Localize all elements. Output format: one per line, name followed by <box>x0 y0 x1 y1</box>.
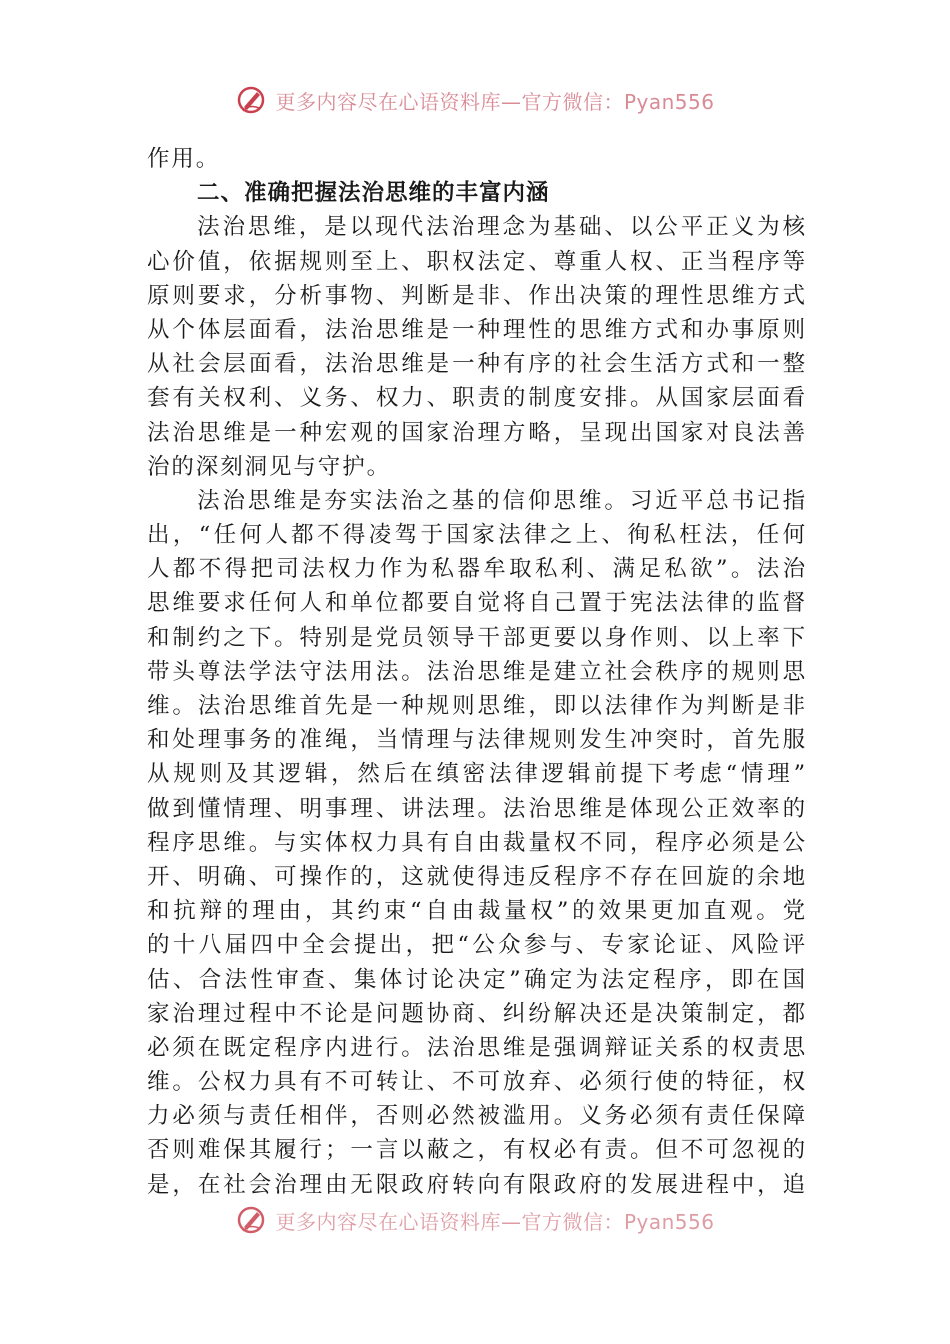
footer-watermark <box>0 1204 950 1236</box>
text-line: 和抗辩的理由，其约束“自由裁量权”的效果更加直观。党 <box>147 898 807 925</box>
watermark-text: 更多内容尽在心语资料库—官方微信：Pyan556 <box>275 89 715 114</box>
text-line: 和制约之下。特别是党员领导干部更要以身作则、以上率下 <box>147 624 807 651</box>
text-line: 思维要求任何人和单位都要自觉将自己置于宪法法律的监督 <box>147 590 807 617</box>
text-line: 做到懂情理、明事理、讲法理。法治思维是体现公正效率的 <box>147 795 807 822</box>
text-line: 原则要求，分析事物、判断是非、作出决策的理性思维方式 <box>147 282 807 309</box>
text-line: 心价值，依据规则至上、职权法定、尊重人权、正当程序等 <box>147 248 807 275</box>
text-line: 力必须与责任相伴，否则必然被滥用。义务必须有责任保障 <box>147 1103 807 1130</box>
text-line: 维。法治思维首先是一种规则思维，即以法律作为判断是非 <box>147 693 807 719</box>
text-line: 和处理事务的准绳，当情理与法律规则发生冲突时，首先服 <box>147 727 807 754</box>
text-line: 法治思维是一种宏观的国家治理方略，呈现出国家对良法善 <box>147 419 807 446</box>
header-watermark <box>0 84 950 116</box>
text-line: 是，在社会治理由无限政府转向有限政府的发展进程中，追 <box>147 1171 807 1198</box>
text-line: 出，“任何人都不得凌驾于国家法律之上、徇私枉法，任何 <box>147 522 807 549</box>
paragraph <box>147 210 807 484</box>
pen-logo-icon <box>235 1204 267 1236</box>
text-line: 带头尊法学法守法用法。法治思维是建立社会秩序的规则思 <box>147 658 807 685</box>
section-heading <box>147 176 807 210</box>
paragraph-fragment <box>147 142 807 176</box>
paragraph <box>147 484 807 1202</box>
text-line: 从社会层面看，法治思维是一种有序的社会生活方式和一整 <box>147 351 807 378</box>
text-line: 法治思维，是以现代法治理念为基础、以公平正义为核 <box>197 214 807 241</box>
text-line: 从个体层面看，法治思维是一种理性的思维方式和办事原则 <box>147 316 807 343</box>
text-line: 必须在既定程序内进行。法治思维是强调辩证关系的权责思 <box>147 1034 807 1061</box>
text-line: 程序思维。与实体权力具有自由裁量权不同，程序必须是公 <box>147 829 807 856</box>
text-line: 治的深刻洞见与守护。 <box>147 453 392 480</box>
text-line: 的十八届四中全会提出，把“公众参与、专家论证、风险评 <box>147 932 807 959</box>
watermark-text: 更多内容尽在心语资料库—官方微信：Pyan556 <box>275 1209 715 1234</box>
text-line: 作用。 <box>147 146 221 172</box>
text-line: 家治理过程中不论是问题协商、纠纷解决还是决策制定，都 <box>147 1000 807 1027</box>
heading-line: 二、准确把握法治思维的丰富内涵 <box>197 180 550 207</box>
text-line: 维。公权力具有不可转让、不可放弃、必须行使的特征，权 <box>147 1069 807 1096</box>
pen-logo-icon <box>235 84 267 116</box>
text-line: 法治思维是夯实法治之基的信仰思维。习近平总书记指 <box>197 487 807 514</box>
text-line: 套有关权利、义务、权力、职责的制度安排。从国家层面看 <box>147 385 807 412</box>
text-line: 人都不得把司法权力作为私器牟取私利、满足私欲”。法治 <box>147 556 807 583</box>
text-line: 否则难保其履行；一言以蔽之，有权必有责。但不可忽视的 <box>147 1137 807 1164</box>
document-body <box>147 142 807 1202</box>
text-line: 开、明确、可操作的，这就使得违反程序不存在回旋的余地 <box>147 863 807 890</box>
text-line: 估、合法性审查、集体讨论决定”确定为法定程序，即在国 <box>147 966 807 993</box>
text-line: 从规则及其逻辑，然后在缜密法律逻辑前提下考虑“情理” <box>147 761 807 788</box>
